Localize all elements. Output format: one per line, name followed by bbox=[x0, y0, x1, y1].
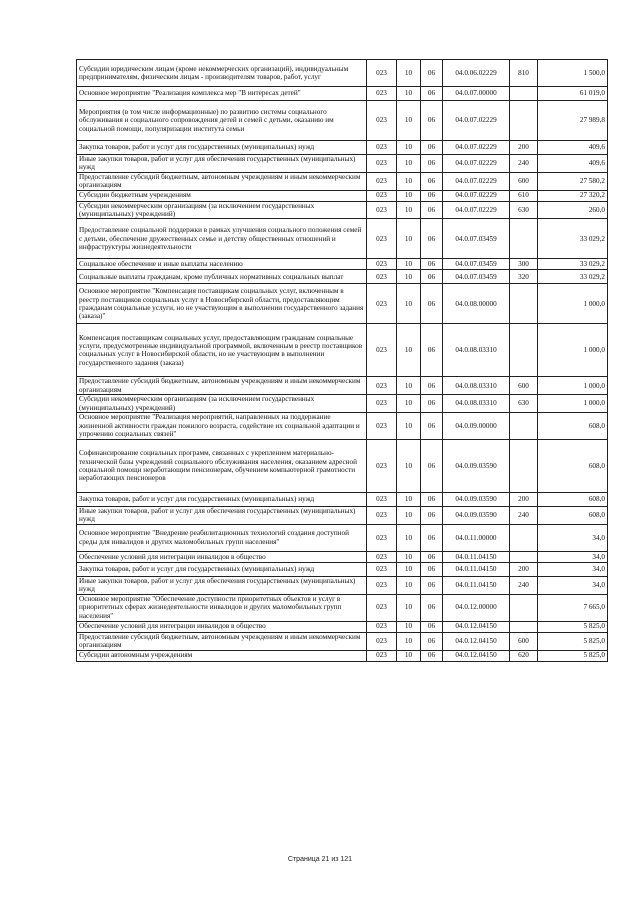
row-name-cell: Субсидии бюджетным учреждениям bbox=[77, 190, 367, 201]
section-code-cell: 10 bbox=[397, 621, 421, 632]
ved-code-cell: 023 bbox=[367, 172, 397, 190]
row-name-cell: Предоставление субсидий бюджетным, автономным учреждениям и иным некоммерческим организациям bbox=[77, 172, 367, 190]
row-name-cell: Иные закупки товаров, работ и услуг для обеспечения государственных (муниципальных) нужд bbox=[77, 155, 367, 173]
amount-cell: 7 665,0 bbox=[538, 594, 608, 621]
expense-type-cell bbox=[510, 324, 538, 377]
subsection-code-cell: 06 bbox=[421, 576, 443, 594]
ved-code-cell: 023 bbox=[367, 201, 397, 219]
table-row bbox=[77, 377, 608, 395]
subsection-code-cell: 06 bbox=[421, 621, 443, 632]
subsection-code-cell: 06 bbox=[421, 395, 443, 413]
ved-code-cell: 023 bbox=[367, 621, 397, 632]
subsection-code-cell: 06 bbox=[421, 190, 443, 201]
ved-code-cell: 023 bbox=[367, 395, 397, 413]
row-name-cell: Основное мероприятие "Компенсация поставщикам социальных услуг, включенным в реестр поставщиков социальных услуг в Новосибирской области, предоставляющим гражданам социальные услуги, но не участвующим в выполнении государственного задания (заказа)" bbox=[77, 284, 367, 324]
table-row bbox=[77, 190, 608, 201]
row-name-cell: Софинансирование социальных программ, связанных с укреплением материально-технической базы учреждений социального обслуживания населения, оказанием адресной социальной помощи неработающим пенсионерам, обучением компьютерной грамотности неработающих пенсионеров bbox=[77, 440, 367, 493]
expense-type-cell: 240 bbox=[510, 507, 538, 525]
table-row bbox=[77, 507, 608, 525]
section-code-cell: 10 bbox=[397, 524, 421, 551]
expense-type-cell: 810 bbox=[510, 60, 538, 87]
row-name-cell: Социальные выплаты гражданам, кроме публичных нормативных социальных выплат bbox=[77, 270, 367, 284]
amount-cell: 33 029,2 bbox=[538, 259, 608, 270]
target-article-cell: 04.0.09.03590 bbox=[443, 493, 510, 507]
target-article-cell: 04.0.11.04150 bbox=[443, 576, 510, 594]
section-code-cell: 10 bbox=[397, 395, 421, 413]
amount-cell: 608,0 bbox=[538, 507, 608, 525]
amount-cell: 34,0 bbox=[538, 576, 608, 594]
amount-cell: 1 000,0 bbox=[538, 284, 608, 324]
amount-cell: 27 580,2 bbox=[538, 172, 608, 190]
target-article-cell: 04.0.09.03590 bbox=[443, 440, 510, 493]
target-article-cell: 04.0.07.02229 bbox=[443, 155, 510, 173]
ved-code-cell: 023 bbox=[367, 259, 397, 270]
ved-code-cell: 023 bbox=[367, 507, 397, 525]
subsection-code-cell: 06 bbox=[421, 172, 443, 190]
amount-cell: 5 825,0 bbox=[538, 621, 608, 632]
expense-type-cell bbox=[510, 440, 538, 493]
expense-type-cell bbox=[510, 101, 538, 141]
section-code-cell: 10 bbox=[397, 141, 421, 155]
budget-table bbox=[76, 59, 608, 662]
amount-cell: 608,0 bbox=[538, 413, 608, 440]
expense-type-cell bbox=[510, 284, 538, 324]
table-row bbox=[77, 493, 608, 507]
subsection-code-cell: 06 bbox=[421, 507, 443, 525]
table-row bbox=[77, 324, 608, 377]
section-code-cell: 10 bbox=[397, 594, 421, 621]
subsection-code-cell: 06 bbox=[421, 87, 443, 101]
ved-code-cell: 023 bbox=[367, 141, 397, 155]
expense-type-cell: 240 bbox=[510, 576, 538, 594]
expense-type-cell: 600 bbox=[510, 377, 538, 395]
table-row bbox=[77, 395, 608, 413]
expense-type-cell bbox=[510, 87, 538, 101]
section-code-cell: 10 bbox=[397, 172, 421, 190]
row-name-cell: Основное мероприятие "Обеспечение доступности приоритетных объектов и услуг в приоритетных сферах жизнедеятельности инвалидов и других маломобильных групп населения" bbox=[77, 594, 367, 621]
row-name-cell: Основное мероприятие "Реализация мероприятий, направленных на поддержание жизненной активности граждан пожилого возраста, содействие их социальной адаптации и упрочению социальных связей" bbox=[77, 413, 367, 440]
ved-code-cell: 023 bbox=[367, 60, 397, 87]
table-row bbox=[77, 562, 608, 576]
amount-cell: 608,0 bbox=[538, 440, 608, 493]
expense-type-cell: 610 bbox=[510, 190, 538, 201]
row-name-cell: Субсидии некоммерческим организациям (за исключением государственных (муниципальных) учреждений) bbox=[77, 395, 367, 413]
amount-cell: 608,0 bbox=[538, 493, 608, 507]
section-code-cell: 10 bbox=[397, 493, 421, 507]
subsection-code-cell: 06 bbox=[421, 440, 443, 493]
page-number: Страница 21 из 121 bbox=[287, 856, 353, 863]
subsection-code-cell: 06 bbox=[421, 219, 443, 259]
table-row bbox=[77, 440, 608, 493]
target-article-cell: 04.0.07.00000 bbox=[443, 87, 510, 101]
subsection-code-cell: 06 bbox=[421, 270, 443, 284]
table-row bbox=[77, 141, 608, 155]
table-row bbox=[77, 576, 608, 594]
row-name-cell: Основное мероприятие "Внедрение реабилитационных технологий создания доступной среды для инвалидов и других маломобильных групп населения" bbox=[77, 524, 367, 551]
amount-cell: 5 825,0 bbox=[538, 650, 608, 661]
subsection-code-cell: 06 bbox=[421, 60, 443, 87]
expense-type-cell bbox=[510, 524, 538, 551]
target-article-cell: 04.0.09.00000 bbox=[443, 413, 510, 440]
expense-type-cell bbox=[510, 413, 538, 440]
target-article-cell: 04.0.11.04150 bbox=[443, 562, 510, 576]
subsection-code-cell: 06 bbox=[421, 594, 443, 621]
amount-cell: 27 320,2 bbox=[538, 190, 608, 201]
table-row bbox=[77, 60, 608, 87]
expense-type-cell: 200 bbox=[510, 493, 538, 507]
section-code-cell: 10 bbox=[397, 101, 421, 141]
expense-type-cell: 320 bbox=[510, 270, 538, 284]
ved-code-cell: 023 bbox=[367, 594, 397, 621]
target-article-cell: 04.0.11.00000 bbox=[443, 524, 510, 551]
expense-type-cell: 200 bbox=[510, 562, 538, 576]
ved-code-cell: 023 bbox=[367, 377, 397, 395]
subsection-code-cell: 06 bbox=[421, 632, 443, 650]
amount-cell: 409,6 bbox=[538, 141, 608, 155]
amount-cell: 34,0 bbox=[538, 524, 608, 551]
section-code-cell: 10 bbox=[397, 650, 421, 661]
row-name-cell: Закупка товаров, работ и услуг для государственных (муниципальных) нужд bbox=[77, 141, 367, 155]
table-row bbox=[77, 101, 608, 141]
row-name-cell: Субсидии автономным учреждениям bbox=[77, 650, 367, 661]
amount-cell: 34,0 bbox=[538, 551, 608, 562]
amount-cell: 260,0 bbox=[538, 201, 608, 219]
ved-code-cell: 023 bbox=[367, 413, 397, 440]
target-article-cell: 04.0.12.00000 bbox=[443, 594, 510, 621]
section-code-cell: 10 bbox=[397, 440, 421, 493]
table-row bbox=[77, 270, 608, 284]
row-name-cell: Основное мероприятие "Реализация комплекса мер "В интересах детей" bbox=[77, 87, 367, 101]
table-row bbox=[77, 259, 608, 270]
subsection-code-cell: 06 bbox=[421, 551, 443, 562]
section-code-cell: 10 bbox=[397, 576, 421, 594]
ved-code-cell: 023 bbox=[367, 324, 397, 377]
subsection-code-cell: 06 bbox=[421, 284, 443, 324]
row-name-cell: Обеспечение условий для интеграции инвалидов в общество bbox=[77, 621, 367, 632]
ved-code-cell: 023 bbox=[367, 190, 397, 201]
document-page bbox=[76, 59, 607, 662]
subsection-code-cell: 06 bbox=[421, 493, 443, 507]
ved-code-cell: 023 bbox=[367, 551, 397, 562]
section-code-cell: 10 bbox=[397, 270, 421, 284]
table-row bbox=[77, 524, 608, 551]
row-name-cell: Предоставление социальной поддержки в рамках улучшения социального положения семей с детьми, обеспечение дружественных семье и детству общественных отношений и инфраструктуры жизнедеятельности bbox=[77, 219, 367, 259]
row-name-cell: Компенсация поставщикам социальных услуг, предоставляющим гражданам социальные услуги, предусмотренные индивидуальной программой, включенным в реестр поставщиков социальных услуг в Новосибирской области, но не участвующим в выполнении государственного задания (заказа) bbox=[77, 324, 367, 377]
table-row bbox=[77, 284, 608, 324]
target-article-cell: 04.0.08.03310 bbox=[443, 377, 510, 395]
row-name-cell: Обеспечение условий для интеграции инвалидов в общество bbox=[77, 551, 367, 562]
amount-cell: 34,0 bbox=[538, 562, 608, 576]
table-row bbox=[77, 551, 608, 562]
target-article-cell: 04.0.09.03590 bbox=[443, 507, 510, 525]
subsection-code-cell: 06 bbox=[421, 141, 443, 155]
section-code-cell: 10 bbox=[397, 87, 421, 101]
subsection-code-cell: 06 bbox=[421, 101, 443, 141]
target-article-cell: 04.0.08.03310 bbox=[443, 324, 510, 377]
target-article-cell: 04.0.11.04150 bbox=[443, 551, 510, 562]
amount-cell: 1 000,0 bbox=[538, 395, 608, 413]
section-code-cell: 10 bbox=[397, 284, 421, 324]
expense-type-cell: 240 bbox=[510, 155, 538, 173]
ved-code-cell: 023 bbox=[367, 270, 397, 284]
section-code-cell: 10 bbox=[397, 155, 421, 173]
subsection-code-cell: 06 bbox=[421, 201, 443, 219]
section-code-cell: 10 bbox=[397, 60, 421, 87]
amount-cell: 61 019,0 bbox=[538, 87, 608, 101]
target-article-cell: 04.0.07.02229 bbox=[443, 201, 510, 219]
target-article-cell: 04.0.06.02229 bbox=[443, 60, 510, 87]
amount-cell: 1 500,0 bbox=[538, 60, 608, 87]
expense-type-cell: 600 bbox=[510, 632, 538, 650]
section-code-cell: 10 bbox=[397, 632, 421, 650]
target-article-cell: 04.0.12.04150 bbox=[443, 632, 510, 650]
table-body bbox=[77, 60, 608, 662]
expense-type-cell bbox=[510, 594, 538, 621]
ved-code-cell: 023 bbox=[367, 284, 397, 324]
target-article-cell: 04.0.12.04150 bbox=[443, 621, 510, 632]
ved-code-cell: 023 bbox=[367, 576, 397, 594]
row-name-cell: Социальное обеспечение и иные выплаты населению bbox=[77, 259, 367, 270]
table-row bbox=[77, 632, 608, 650]
subsection-code-cell: 06 bbox=[421, 413, 443, 440]
subsection-code-cell: 06 bbox=[421, 259, 443, 270]
section-code-cell: 10 bbox=[397, 259, 421, 270]
ved-code-cell: 023 bbox=[367, 524, 397, 551]
row-name-cell: Иные закупки товаров, работ и услуг для обеспечения государственных (муниципальных) нужд bbox=[77, 507, 367, 525]
ved-code-cell: 023 bbox=[367, 493, 397, 507]
ved-code-cell: 023 bbox=[367, 87, 397, 101]
table-row bbox=[77, 650, 608, 661]
expense-type-cell bbox=[510, 551, 538, 562]
table-row bbox=[77, 87, 608, 101]
ved-code-cell: 023 bbox=[367, 650, 397, 661]
section-code-cell: 10 bbox=[397, 324, 421, 377]
table-row bbox=[77, 172, 608, 190]
target-article-cell: 04.0.07.03459 bbox=[443, 270, 510, 284]
amount-cell: 33 029,2 bbox=[538, 219, 608, 259]
table-row bbox=[77, 201, 608, 219]
subsection-code-cell: 06 bbox=[421, 324, 443, 377]
row-name-cell: Закупка товаров, работ и услуг для государственных (муниципальных) нужд bbox=[77, 562, 367, 576]
target-article-cell: 04.0.07.02229 bbox=[443, 172, 510, 190]
target-article-cell: 04.0.08.00000 bbox=[443, 284, 510, 324]
expense-type-cell bbox=[510, 621, 538, 632]
table-row bbox=[77, 155, 608, 173]
row-name-cell: Мероприятия (в том числе информационные) по развитию системы социального обслуживания и социального сопровождения детей и семей с детьми, оказанию им социальной помощи, популяризации института семьи bbox=[77, 101, 367, 141]
table-row bbox=[77, 594, 608, 621]
ved-code-cell: 023 bbox=[367, 219, 397, 259]
row-name-cell: Иные закупки товаров, работ и услуг для обеспечения государственных (муниципальных) нужд bbox=[77, 576, 367, 594]
section-code-cell: 10 bbox=[397, 507, 421, 525]
ved-code-cell: 023 bbox=[367, 562, 397, 576]
section-code-cell: 10 bbox=[397, 562, 421, 576]
row-name-cell: Предоставление субсидий бюджетным, автономным учреждениям и иным некоммерческим организациям bbox=[77, 377, 367, 395]
table-row bbox=[77, 621, 608, 632]
ved-code-cell: 023 bbox=[367, 101, 397, 141]
row-name-cell: Предоставление субсидий бюджетным, автономным учреждениям и иным некоммерческим организациям bbox=[77, 632, 367, 650]
section-code-cell: 10 bbox=[397, 413, 421, 440]
table-row bbox=[77, 219, 608, 259]
target-article-cell: 04.0.07.02229 bbox=[443, 190, 510, 201]
expense-type-cell bbox=[510, 219, 538, 259]
subsection-code-cell: 06 bbox=[421, 377, 443, 395]
table-row bbox=[77, 413, 608, 440]
expense-type-cell: 630 bbox=[510, 201, 538, 219]
row-name-cell: Закупка товаров, работ и услуг для государственных (муниципальных) нужд bbox=[77, 493, 367, 507]
ved-code-cell: 023 bbox=[367, 155, 397, 173]
section-code-cell: 10 bbox=[397, 219, 421, 259]
target-article-cell: 04.0.07.03459 bbox=[443, 259, 510, 270]
subsection-code-cell: 06 bbox=[421, 524, 443, 551]
row-name-cell: Субсидии некоммерческим организациям (за исключением государственных (муниципальных) учреждений) bbox=[77, 201, 367, 219]
row-name-cell: Субсидии юридическим лицам (кроме некоммерческих организаций), индивидуальным предпринимателям, физическим лицам - производителям товаров, работ, услуг bbox=[77, 60, 367, 87]
target-article-cell: 04.0.07.03459 bbox=[443, 219, 510, 259]
target-article-cell: 04.0.07.02229 bbox=[443, 101, 510, 141]
target-article-cell: 04.0.12.04150 bbox=[443, 650, 510, 661]
section-code-cell: 10 bbox=[397, 551, 421, 562]
section-code-cell: 10 bbox=[397, 377, 421, 395]
amount-cell: 1 000,0 bbox=[538, 324, 608, 377]
subsection-code-cell: 06 bbox=[421, 650, 443, 661]
amount-cell: 27 989,8 bbox=[538, 101, 608, 141]
expense-type-cell: 620 bbox=[510, 650, 538, 661]
subsection-code-cell: 06 bbox=[421, 562, 443, 576]
expense-type-cell: 630 bbox=[510, 395, 538, 413]
ved-code-cell: 023 bbox=[367, 632, 397, 650]
amount-cell: 5 825,0 bbox=[538, 632, 608, 650]
target-article-cell: 04.0.07.02229 bbox=[443, 141, 510, 155]
subsection-code-cell: 06 bbox=[421, 155, 443, 173]
section-code-cell: 10 bbox=[397, 190, 421, 201]
section-code-cell: 10 bbox=[397, 201, 421, 219]
expense-type-cell: 600 bbox=[510, 172, 538, 190]
ved-code-cell: 023 bbox=[367, 440, 397, 493]
amount-cell: 1 000,0 bbox=[538, 377, 608, 395]
amount-cell: 33 029,2 bbox=[538, 270, 608, 284]
amount-cell: 409,6 bbox=[538, 155, 608, 173]
expense-type-cell: 300 bbox=[510, 259, 538, 270]
expense-type-cell: 200 bbox=[510, 141, 538, 155]
target-article-cell: 04.0.08.03310 bbox=[443, 395, 510, 413]
